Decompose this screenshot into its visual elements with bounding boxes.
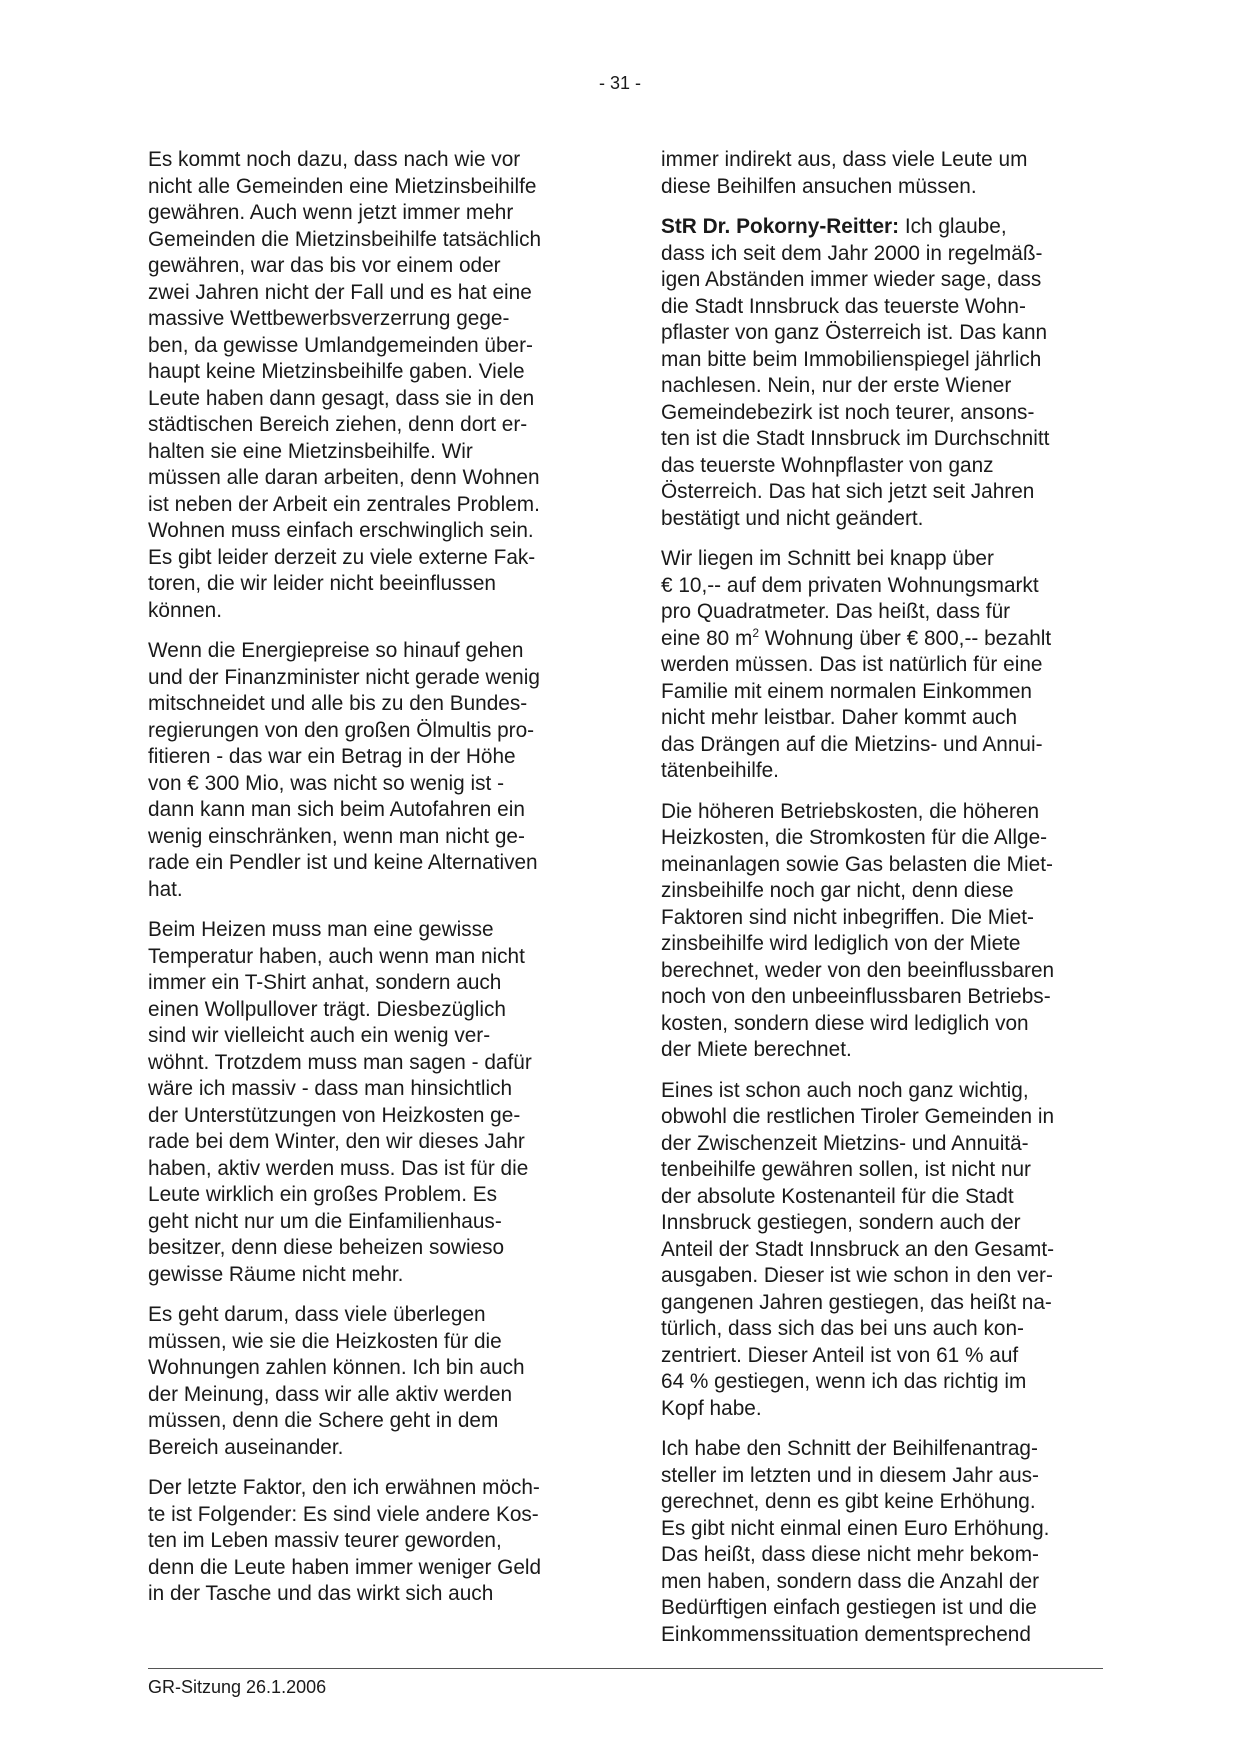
paragraph: Eines ist schon auch noch ganz wichtig, obwohl die restlichen Tiroler Gemeinden in der Zwischenzeit Mietzins- und Annuitä- tenbeihilfe gewähren sollen, ist nicht nur der absolute Kostenanteil für die Stadt Innsbruck gestiegen, sondern auch der Anteil der Stadt Innsbruck an den Gesamt- ausgaben. Dieser ist wie schon in den ver- gangenen Jahren gestiegen, das heißt na- türlich, dass sich das bei uns auch kon- zentriert. Dieser Anteil ist von 61 % auf 64 % gestiegen, wenn ich das richtig im Kopf habe. (661, 1078, 1055, 1420)
footer-divider (148, 1668, 1103, 1669)
page-number: - 31 - (598, 73, 641, 93)
left-column (148, 147, 588, 1622)
speaker-text: Ich glaube, dass ich seit dem Jahr 2000 in regelmäß- igen Abständen immer wieder sage, dass die Stadt Innsbruck das teuerste Wohn- pflaster von ganz Österreich ist. Das kann man bitte beim Immobilienspiegel jährlich nachlesen. Nein, nur der erste Wiener Gemeindebezirk ist noch teurer, ansons- ten ist die Stadt Innsbruck im Durchschnitt das teuerste Wohnpflaster von ganz Österreich. Das hat sich jetzt seit Jahren bestätigt und nicht geändert. (661, 215, 1050, 530)
right-column (661, 147, 1101, 1662)
speaker-paragraph (661, 214, 1101, 532)
square-superscript: 2 (752, 625, 760, 640)
price-text-after: Wohnung über € 800,-- bezahlt werden müssen. Das ist natürlich für eine Familie mit einem normalen Einkommen nicht mehr leistbar. Daher kommt auch das Drängen auf die Mietzins- und Annui- tätenbeihilfe. (661, 626, 1052, 782)
paragraph: Beim Heizen muss man eine gewisse Temperatur haben, auch wenn man nicht immer ein T-Shirt anhat, sondern auch einen Wollpullover trägt. Diesbezüglich sind wir vielleicht auch ein wenig ver- wöhnt. Trotzdem muss man sagen - dafür wäre ich massiv - dass man hinsichtlich der Unterstützungen von Heizkosten ge- rade bei dem Winter, den wir dieses Jahr haben, aktiv werden muss. Das ist für die Leute wirklich ein großes Problem. Es geht nicht nur um die Einfamilienhaus- besitzer, denn diese beheizen sowieso gewisse Räume nicht mehr. (148, 918, 532, 1286)
paragraph: Es geht darum, dass viele überlegen müssen, wie sie die Heizkosten für die Wohnungen zahlen können. Ich bin auch der Meinung, dass wir alle aktiv werden müssen, denn die Schere geht in dem Bereich auseinander. (148, 1303, 525, 1459)
price-text-before: Wir liegen im Schnitt bei knapp über € 10,-- auf dem privaten Wohnungsmarkt pro Quadratmeter. Das heißt, dass für eine 80 m (661, 547, 1039, 650)
paragraph: Wenn die Energiepreise so hinauf gehen und der Finanzminister nicht gerade wenig mitschneidet und alle bis zu den Bundes- regierungen von den großen Ölmultis pro- fitieren - das war ein Betrag in der Höhe von € 300 Mio, was nicht so wenig ist - dann kann man sich beim Autofahren ein wenig einschränken, wenn man nicht ge- rade ein Pendler ist und keine Alternativen hat. (148, 639, 540, 901)
paragraph: immer indirekt aus, dass viele Leute um diese Beihilfen ansuchen müssen. (661, 148, 1028, 198)
paragraph: Ich habe den Schnitt der Beihilfenantrag- steller im letzten und in diesem Jahr aus- gerechnet, denn es gibt keine Erhöhung. Es gibt nicht einmal einen Euro Erhöhung. Das heißt, dass diese nicht mehr bekom- men haben, sondern dass die Anzahl der Bedürftigen einfach gestiegen ist und die Einkommenssituation dementsprechend (661, 1437, 1050, 1646)
paragraph: Die höheren Betriebskosten, die höheren Heizkosten, die Stromkosten für die Allge- meinanlagen sowie Gas belasten die Miet- zinsbeihilfe noch gar nicht, denn diese Faktoren sind nicht inbegriffen. Die Miet- zinsbeihilfe wird lediglich von der Miete berechnet, weder von den beeinflussbaren noch von den unbeeinflussbaren Betriebs- kosten, sondern diese wird lediglich von der Miete berechnet. (661, 799, 1055, 1061)
speaker-name: StR Dr. Pokorny-Reitter: (661, 215, 900, 238)
price-paragraph (661, 546, 1101, 785)
footer-session-label: GR-Sitzung 26.1.2006 (148, 1677, 327, 1697)
paragraph: Der letzte Faktor, den ich erwähnen möch- te ist Folgender: Es sind viele andere Kos- ten im Leben massiv teurer geworden, denn die Leute haben immer weniger Geld in der Tasche und das wirkt sich auch (148, 1476, 542, 1605)
paragraph: Es kommt noch dazu, dass nach wie vor nicht alle Gemeinden eine Mietzinsbeihilfe gewähren. Auch wenn jetzt immer mehr Gemeinden die Mietzinsbeihilfe tatsächlich gewähren, war das bis vor einem oder zwei Jahren nicht der Fall und es hat eine massive Wettbewerbsverzerrung gege- ben, da gewisse Umlandgemeinden über- haupt keine Mietzinsbeihilfe gaben. Viele Leute haben dann gesagt, dass sie in den städtischen Bereich ziehen, denn dort er- halten sie eine Mietzinsbeihilfe. Wir müssen alle daran arbeiten, denn Wohnen ist neben der Arbeit ein zentrales Problem. Wohnen muss einfach erschwinglich sein. Es gibt leider derzeit zu viele externe Fak- toren, die wir leider nicht beeinflussen können. (148, 148, 542, 622)
